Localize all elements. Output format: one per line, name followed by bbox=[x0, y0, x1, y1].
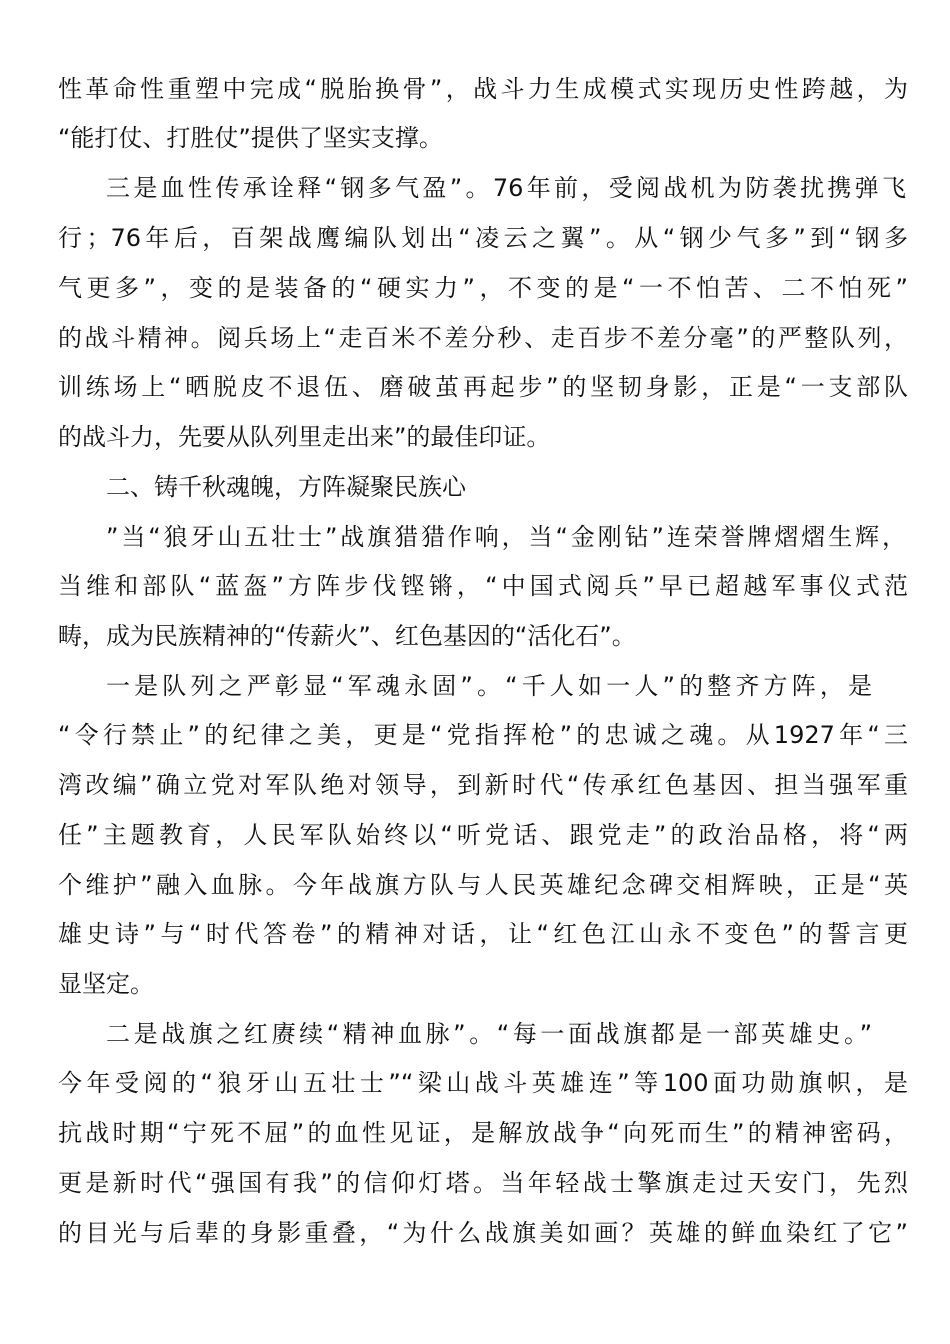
body-text-line: “能打仗、打胜仗”提供了坚实支撑。 bbox=[58, 124, 443, 152]
section-heading: 二、铸千秋魂魄，方阵凝聚民族心 bbox=[106, 473, 466, 501]
body-text-line: “令行禁止”的纪律之美，更是“党指挥枪”的忠诚之魂。从1927年“三 bbox=[58, 721, 908, 749]
body-text-line: 个维护”融入血脉。今年战旗方队与人民英雄纪念碑交相辉映，正是“英 bbox=[58, 871, 908, 899]
body-text-line: 显坚定。 bbox=[58, 970, 154, 998]
paragraph-first-line: 一是队列之严彰显“军魂永固”。“千人如一人”的整齐方阵，是 bbox=[106, 672, 872, 700]
paragraph-first-line: 三是血性传承诠释“钢多气盈”。76年前，受阅战机为防袭扰携弹飞 bbox=[106, 174, 906, 202]
body-text-line: 训练场上“晒脱皮不退伍、磨破茧再起步”的坚韧身影，正是“一支部队 bbox=[58, 373, 908, 401]
body-text-line: 任”主题教育，人民军队始终以“听党话、跟党走”的政治品格，将“两 bbox=[58, 821, 908, 849]
paragraph-first-line: 二是战旗之红赓续“精神血脉”。“每一面战旗都是一部英雄史。” bbox=[106, 1020, 872, 1048]
body-text-line: 气更多”，变的是装备的“硬实力”，不变的是“一不怕苦、二不怕死” bbox=[58, 274, 908, 302]
body-text-line: 抗战时期“宁死不屈”的血性见证，是解放战争“向死而生”的精神密码， bbox=[58, 1119, 908, 1147]
body-text-line: 的战斗力，先要从队列里走出来”的最佳印证。 bbox=[58, 423, 551, 451]
body-text-line: 行；76年后，百架战鹰编队划出“凌云之翼”。从“钢少气多”到“钢多 bbox=[58, 224, 908, 252]
body-text-line: 当维和部队“蓝盔”方阵步伐铿锵，“中国式阅兵”早已超越军事仪式范 bbox=[58, 572, 908, 600]
body-text-line: 的目光与后辈的身影重叠，“为什么战旗美如画？英雄的鲜血染红了它” bbox=[58, 1219, 908, 1247]
paragraph-first-line: ”当“狼牙山五壮士”战旗猎猎作响，当“金刚钻”连荣誉牌熠熠生辉， bbox=[106, 523, 906, 551]
body-text-line: 畴，成为民族精神的“传薪火”、红色基因的“活化石”。 bbox=[58, 622, 636, 650]
body-text-line: 雄史诗”与“时代答卷”的精神对话，让“红色江山永不变色”的誓言更 bbox=[58, 920, 908, 948]
body-text-line: 的战斗精神。阅兵场上“走百米不差分秒、走百步不差分毫”的严整队列， bbox=[58, 324, 908, 352]
body-text-line: 性革命性重塑中完成“脱胎换骨”，战斗力生成模式实现历史性跨越，为 bbox=[58, 75, 908, 103]
body-text-line: 更是新时代“强国有我”的信仰灯塔。当年轻战士擎旗走过天安门，先烈 bbox=[58, 1169, 908, 1197]
body-text-line: 今年受阅的“狼牙山五壮士”“梁山战斗英雄连”等100面功勋旗帜，是 bbox=[58, 1069, 908, 1097]
body-text-line: 湾改编”确立党对军队绝对领导，到新时代“传承红色基因、担当强军重 bbox=[58, 771, 908, 799]
